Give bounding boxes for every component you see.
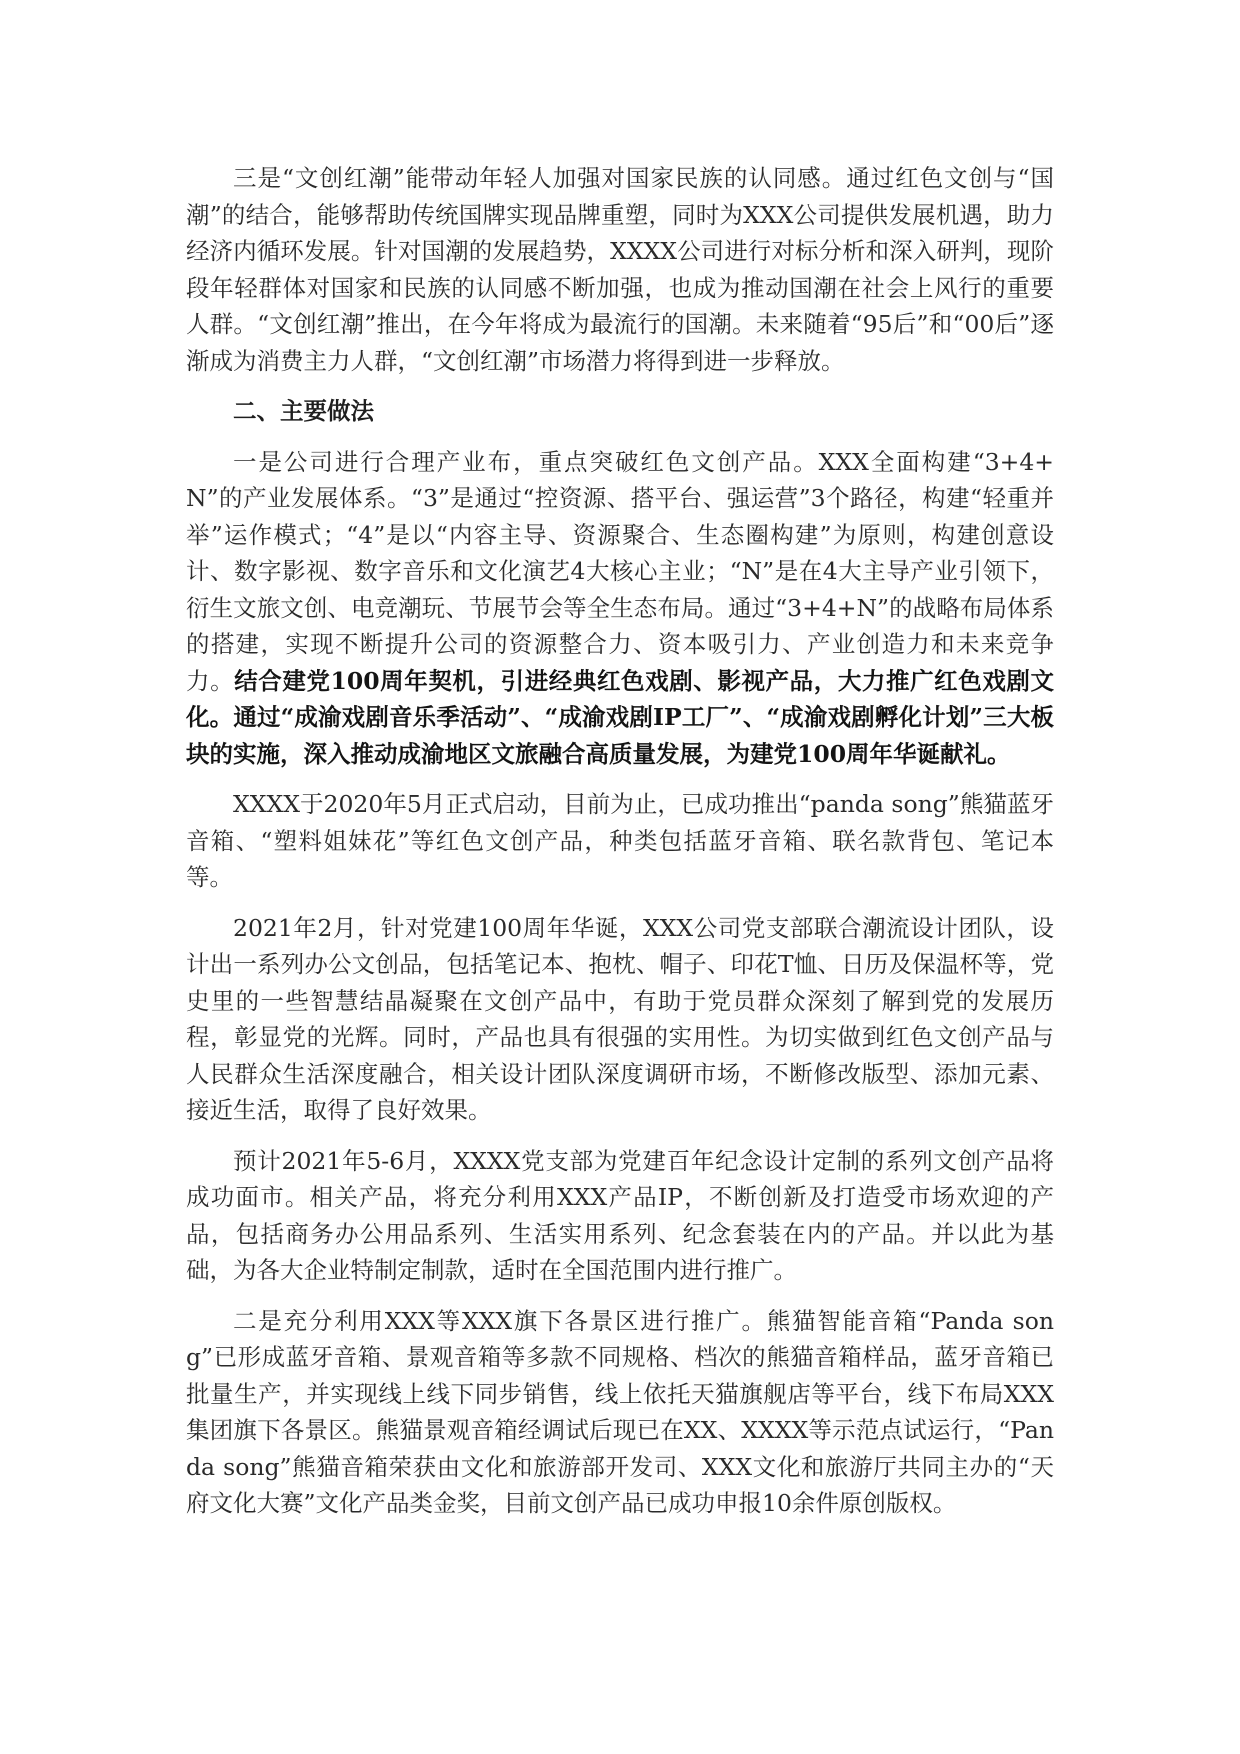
paragraph: 预计2021年5-6月，XXXX党支部为党建百年纪念设计定制的系列文创产品将成功面市。相关产品，将充分利用XXX产品IP，不断创新及打造受市场欢迎的产品，包括商务办公用品系列、生活实用系列、纪念套装在内的产品。并以此为基础，为各大企业特制定制款，适时在全国范围内进行推广。 (186, 1146, 1054, 1284)
paragraph: 三是“文创红潮”能带动年轻人加强对国家民族的认同感。通过红色文创与“国潮”的结合，能够帮助传统国牌实现品牌重塑，同时为XXX公司提供发展机遇，助力经济内循环发展。针对国潮的发展趋势，XXXX公司进行对标分析和深入研判，现阶段年轻群体对国家和民族的认同感不断加强，也成为推动国潮在社会上风行的重要人群。“文创红潮”推出，在今年将成为最流行的国潮。未来随着“95后”和“00后”逐渐成为消费主力人群，“文创红潮”市场潜力将得到进一步释放。 (186, 164, 1054, 375)
section-heading: 二、主要做法 (233, 397, 374, 425)
document-body (186, 160, 1054, 1536)
paragraph-text: 一是公司进行合理产业布，重点突破红色文创产品。XXX全面构建“3+4+N”的产业发展体系。“3”是通过“控资源、搭平台、强运营”3个路径，构建“轻重并举”运作模式；“4”是以“内容主导、资源聚合、生态圈构建”为原则，构建创意设计、数字影视、数字音乐和文化演艺4大核心主业；“N”是在4大主导产业引领下，衍生文旅文创、电竞潮玩、节展节会等全生态布局。通过“3+4+N”的战略布局体系的搭建，实现不断提升公司的资源整合力、资本吸引力、产业创造力和未来竞争力。 (186, 447, 1054, 695)
paragraph (186, 444, 1054, 773)
paragraph: XXXX于2020年5月正式启动，目前为止，已成功推出“panda song”熊猫蓝牙音箱、“塑料姐妹花”等红色文创产品，种类包括蓝牙音箱、联名款背包、笔记本等。 (186, 790, 1054, 891)
emphasized-text: 结合建党100周年契机，引进经典红色戏剧、影视产品，大力推广红色戏剧文化。通过“成渝戏剧音乐季活动”、“成渝戏剧IP工厂”、“成渝戏剧孵化计划”三大板块的实施，深入推动成渝地区文旅融合高质量发展，为建党100周年华诞献礼。 (186, 666, 1055, 768)
paragraph: 二是充分利用XXX等XXX旗下各景区进行推广。熊猫智能音箱“Panda song”已形成蓝牙音箱、景观音箱等多款不同规格、档次的熊猫音箱样品，蓝牙音箱已批量生产，并实现线上线下同步销售，线上依托天猫旗舰店等平台，线下布局XXX集团旗下各景区。熊猫景观音箱经调试后现已在XX、XXXX等示范点试运行，“Panda song”熊猫音箱荣获由文化和旅游部开发司、XXX文化和旅游厅共同主办的“天府文化大赛”文化产品类金奖，目前文创产品已成功申报10余件原创版权。 (186, 1306, 1054, 1517)
paragraph: 2021年2月，针对党建100周年华诞，XXX公司党支部联合潮流设计团队，设计出一系列办公文创品，包括笔记本、抱枕、帽子、印花T恤、日历及保温杯等，党史里的一些智慧结晶凝聚在文创产品中，有助于党员群众深刻了解到党的发展历程，彰显党的光辉。同时，产品也具有很强的实用性。为切实做到红色文创产品与人民群众生活深度融合，相关设计团队深度调研市场，不断修改版型、添加元素、接近生活，取得了良好效果。 (186, 913, 1054, 1124)
